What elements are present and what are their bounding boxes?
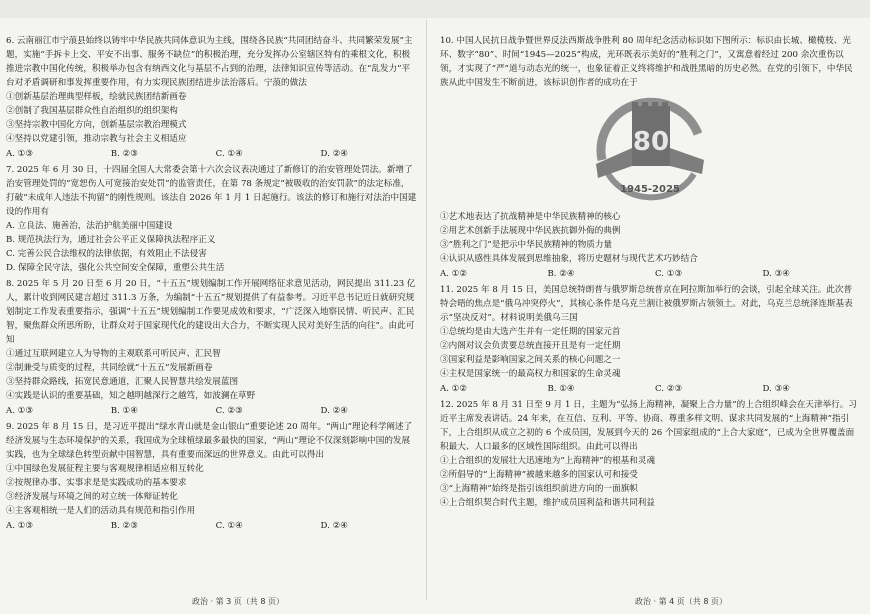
answer-choices [6,519,418,533]
option-4: ④坚持以党建引领，推动宗教与社会主义相适应 [6,134,187,144]
question-stem: 6. 云南丽江市宁蒗县始终以铸牢中华民族共同体意识为主线，围绕各民族“共同团结奋斗、共同繁荣发展”主题，实施“手拆卡上交、平安不出事、服务不缺位”的积极治理，充分发挥办公室辖区特有的乘根文化，积极推进宗教中国化传统，积极举办包含有纳西文化与基层不占到的治理，法律知识宣传等活动。在“乱发力”平台对矛盾调研和事发挥重要作用，有力实现民族团结进步法治落后。宁蒗的做法 [6,36,413,88]
choice-c: C. ②③ [215,406,243,416]
question-9 [6,420,418,533]
choice-b: B. ②③ [110,521,138,531]
logo-number: 80 [632,127,670,157]
option-4: ④认识从感性具体发展到思维抽象，将历史题材与现代艺术巧妙结合 [440,254,698,264]
option-4: ④主权是国家统一的最高权力和国家的生命灵魂 [440,369,621,379]
option-2: ②所倡导的“上海精神”被越来越多的国家认可和接受 [440,470,638,480]
choice-c: C. ①④ [215,149,243,159]
answer-choices [440,267,860,281]
question-stem: 11. 2025 年 8 月 15 日，美国总统特朗普与俄罗斯总统普京在阿拉斯加举行的会谈，引起全球关注。此次普特会晤的焦点是“俄乌冲突停火”，其核心条件是乌克兰割让被俄罗斯占领领土。对此，乌克兰总统泽连斯基表示“坚决反对”。材料说明美俄乌三国 [440,285,853,323]
option-2: ②创制了我国基层群众性自治组织的组织架构 [6,106,178,116]
page-footer-left: 政治 · 第 3 页（共 8 页） [192,597,284,606]
choice-d: D. ②④ [320,406,348,416]
option-3: ③经济发展与环境之间的对立统一体辩证转化 [6,492,178,502]
option-c: C. 完善公民合法维权的法律依据，有效阻止不法侵害 [6,249,207,259]
choice-d: D. ②④ [320,149,348,159]
option-a: A. 立良法、施善治，法治护航美丽中国建设 [6,221,173,231]
question-stem: 8. 2025 年 5 月 20 日至 6 月 20 日，“十五五”规划编制工作开展网络征求意见活动，网民提出 311.23 亿人，累计收到网民建言超过 311.3 万条，为编制“十五五”规划提供了有益参考。习近平总书记近日就研究规划制定工作发表重要指示，强调“十五五”规划编制工作要见成效和要求，“广泛深入地察民情、听民声、汇民智，聚焦群众所思所盼，让群众对于国家现代化的建设出大合力，不断实现人民对美好生活的向往”。由此可知 [6,279,416,345]
question-12 [440,398,860,510]
choice-a: A. ①③ [6,149,34,159]
question-10 [440,34,860,281]
choice-c: C. ①④ [215,521,243,531]
choice-d: D. ③④ [762,384,790,394]
left-page [6,34,418,535]
option-3: ③国家利益是影响国家之间关系的核心问题之一 [440,355,621,365]
right-page [440,34,860,512]
answer-choices [6,147,418,161]
question-8 [6,277,418,418]
option-1: ①艺术地表达了抗战精神是中华民族精神的核心 [440,212,621,222]
choice-a: A. ①③ [6,406,34,416]
option-3: ③“上海精神”始终是指引该组织前进方向的一面旗帜 [440,484,638,494]
anniversary-logo [440,94,860,204]
choice-b: B. ②③ [110,149,138,159]
option-1: ①中国绿色发展征程主要与客观规律相适应相互转化 [6,464,204,474]
option-2: ②内阁对议会负责要总统直接开且是有一定任期 [440,341,621,351]
question-stem: 7. 2025 年 6 月 30 日，十四届全国人大常委会第十六次会议表决通过了新修订的治安管理处罚法。新增了治安管理处罚的“宽恕伤人可宽接治安处罚”的监管责任，在第 78 条规定“被吸收的治安罚款”的法定标准，打破“未成年人违法不拘留”的刚性规则。该法自 2026 年 1 月 1 日起施行。该法的修订和施行对法治中国建设的作用有 [6,165,417,217]
option-4: ④实践是认识的重要基础，知之越明越深行之越笃，如波澜在草野 [6,391,256,401]
scan-top-band [0,0,870,18]
choice-b: B. ②④ [547,269,575,279]
choice-a: A. ①② [440,269,468,279]
question-7 [6,163,418,275]
choice-c: C. ②③ [655,384,683,394]
option-2: ②制兼受与质变的过程，共同绘就“十五五”发展新画卷 [6,363,213,373]
question-stem: 10. 中国人民抗日战争暨世界反法西斯战争胜利 80 周年纪念活动标识如下图所示：标识由长城、橄榄枝、光环、数字“80”、时间“1945—2025”构成，光环既表示美好的“胜利之门”，又寓意着经过 200 余次重伤以领，才实现了“严”道与动态光的统一，也象征着正义终将维护和战胜黑暗的历史必然。在党的引领下，中华民族从此中国发生不断前进，该标识创作者的成功在于 [440,36,853,88]
logo-years: 1945-2025 [620,184,680,195]
page-footer-right: 政治 · 第 4 页（共 8 页） [635,597,727,606]
option-1: ①总统均是由大选产生并有一定任期的国家元首 [440,327,621,337]
question-6 [6,34,418,161]
question-stem: 9. 2025 年 8 月 15 日，是习近平提出“绿水青山就是金山银山”重要论述 20 周年。“两山”理论科学阐述了经济发展与生态环境保护的关系，我国成为全球植绿最多最快的国家，“两山”理论不仅深刻影响中国的发展实践，也为全球绿色转型贡献中国智慧，具有重要而深远的世界意义。由此可以得出 [6,422,413,460]
option-4: ④主客观相统一是人们的活动具有规范和指引作用 [6,506,196,516]
option-3: ③坚持群众路线，拓宽民意通道，汇聚人民智慧共绘发展蓝图 [6,377,239,387]
choice-c: C. ①③ [655,269,683,279]
choice-a: A. ①③ [6,521,34,531]
option-d: D. 保障全民守法，强化公共空间安全保障，重塑公共生活 [6,263,225,273]
option-1: ①上合组织的发展壮大迅速地为“上海精神”的根基和灵魂 [440,456,656,466]
choice-d: D. ②④ [320,521,348,531]
page-divider [426,20,427,600]
choice-a: A. ①② [440,384,468,394]
option-3: ③“胜利之门”是把示中华民族精神的物质力量 [440,240,613,250]
question-11 [440,283,860,396]
option-2: ②按规律办事、实事求是是实践成功的基本要求 [6,478,187,488]
anniversary-emblem-icon [588,94,712,204]
choice-d: D. ③④ [762,269,790,279]
option-2: ②用艺术创新手法展现中华民族抗御外侮的典例 [440,226,621,236]
answer-choices [6,404,418,418]
choice-b: B. ①④ [110,406,138,416]
answer-choices [440,382,860,396]
option-1: ①通过互联网建立人为导物的主观联系可听民声、汇民智 [6,349,221,359]
option-3: ③坚持宗教中国化方向，创新基层宗教治理模式 [6,120,187,130]
choice-b: B. ①④ [547,384,575,394]
question-stem: 12. 2025 年 8 月 31 日至 9 月 1 日，主题为“弘扬上海精神，凝聚上合力量”的上合组织峰会在天津举行。习近平主席发表讲话。24 年来，在互信、互利、平等、协商、尊重多样文明、谋求共同发展的“上海精神”指引下，上合组织从成立之初的 6 个成员国，发展到今天的 26 个国家组成的“上合大家庭”，已成为全世界覆盖面积最大、人口最多的区域性国际组织。由此可以得出 [440,400,857,452]
option-4: ④上合组织契合时代主题，维护成员国利益和谐共同利益 [440,498,655,508]
option-b: B. 规范执法行为，通过社会公平正义保障执法程序正义 [6,235,216,245]
option-1: ①创新基层治理典型样板，绘就民族团结新画卷 [6,92,187,102]
